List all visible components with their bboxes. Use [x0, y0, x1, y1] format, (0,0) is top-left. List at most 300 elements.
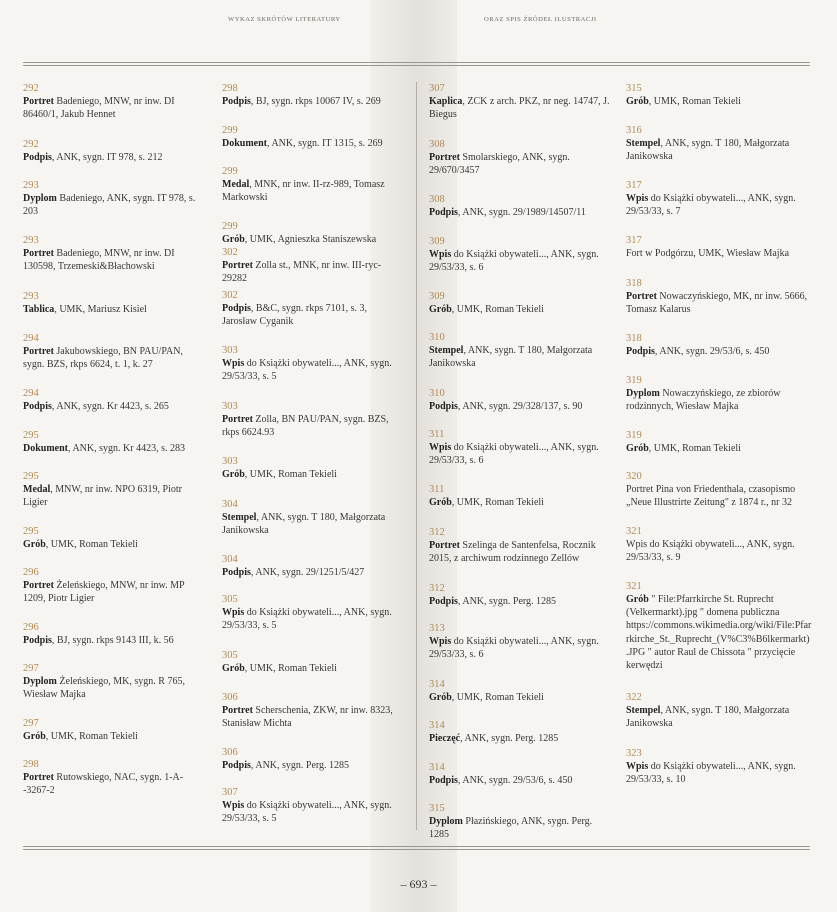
credit-text — [23, 400, 199, 413]
page-reference-number: 310 — [429, 388, 445, 399]
page-reference-number: 295 — [23, 471, 39, 482]
page-reference-number: 310 — [429, 332, 445, 343]
item-type-label: Dokument — [222, 138, 268, 149]
credit-text — [222, 468, 404, 481]
item-type-label: Podpis — [626, 346, 655, 357]
source-description: Żeleńskiego, MK, sygn. R 765, Wiesław Majka — [23, 676, 185, 701]
source-description: do Książki obywateli..., ANK, sygn. 29/53/33, s. 5 — [222, 800, 392, 825]
item-type-label: Portret — [429, 152, 460, 163]
item-type-label: Grób — [626, 594, 649, 605]
page-reference-number: 296 — [23, 622, 39, 633]
page-reference-number: 312 — [429, 583, 445, 594]
credit-text — [626, 345, 812, 358]
credit-entry — [23, 525, 199, 551]
item-type-label: Podpis — [23, 401, 52, 412]
source-description: , ANK, sygn. T 180, Małgorzata Janikowska — [626, 138, 790, 163]
credit-text — [23, 538, 199, 551]
credit-text — [626, 442, 812, 455]
page-reference-number: 292 — [23, 139, 39, 150]
item-type-label: Grób — [626, 443, 649, 454]
credit-entry — [429, 761, 613, 787]
source-description: , UMK, Roman Tekieli — [45, 539, 138, 550]
running-header-left: WYKAZ SKRÓTÓW LITERATURY — [228, 16, 341, 23]
item-type-label: Podpis — [222, 303, 251, 314]
page-reference-number: 303 — [222, 401, 238, 412]
item-type-label: Grób — [23, 539, 46, 550]
item-type-label: Portret — [626, 291, 657, 302]
source-description: " File:Pfarrkirche St. Ruprecht (Velkermarkt).jpg " domena publiczna https://commons.wikimedia.org/wiki/File:Pfarrkirche_St._Ruprecht_(V%C3%B6lkermarkt).JPG " autor Raul de Chissota " przycięcie kerwędzi — [626, 594, 812, 672]
item-type-label: Podpis — [222, 567, 251, 578]
credit-text — [23, 730, 199, 743]
item-type-label: Dyplom — [626, 388, 660, 399]
source-description: , UMK, Roman Tekieli — [244, 469, 337, 480]
credit-text — [23, 247, 199, 273]
item-type-label: Portret — [23, 248, 54, 259]
source-description: , ANK, sygn. T 180, Małgorzata Janikowska — [429, 345, 593, 370]
credit-text — [626, 538, 812, 564]
page-reference-number: 302 — [222, 290, 238, 301]
credit-text — [626, 593, 812, 672]
page-reference-number: 307 — [222, 787, 238, 798]
page-reference-number: 306 — [222, 692, 238, 703]
page-reference-number: 294 — [23, 388, 39, 399]
source-description: Smolarskiego, ANK, sygn. 29/670/3457 — [429, 152, 570, 177]
source-description: , UMK, Mariusz Kisiel — [54, 304, 147, 315]
credit-text — [429, 732, 613, 745]
credit-entry — [23, 332, 199, 371]
page-reference-number: 298 — [23, 759, 39, 770]
credit-text — [23, 151, 199, 164]
credit-entry — [626, 277, 812, 316]
page-reference-number: 299 — [222, 166, 238, 177]
source-description: Badeniego, MNW, nr inw. DI 130598, Trzemeski&Błachowski — [23, 248, 175, 273]
source-description: , ANK, sygn. Perg. 1285 — [250, 760, 350, 771]
source-description: , ANK, sygn. IT 1315, s. 269 — [267, 138, 383, 149]
source-description: do Książki obywateli..., ANK, sygn. 29/53/33, s. 6 — [429, 636, 599, 661]
page-reference-number: 314 — [429, 720, 445, 731]
page-reference-number: 294 — [23, 333, 39, 344]
top-double-rule — [23, 62, 810, 66]
source-description: , UMK, Agnieszka Staniszewska — [244, 234, 377, 245]
credit-entry — [626, 525, 812, 564]
page-reference-number: 304 — [222, 499, 238, 510]
credit-entry — [222, 82, 404, 108]
item-type-label: Grób — [23, 731, 46, 742]
source-description: , ANK, sygn. 29/53/6, s. 450 — [457, 775, 573, 786]
page-reference-number: 313 — [429, 623, 445, 634]
credit-entry — [23, 179, 199, 218]
credit-text — [222, 137, 404, 150]
item-type-label: Portret — [222, 260, 253, 271]
page-reference-number: 293 — [23, 291, 39, 302]
item-type-label: Podpis — [429, 775, 458, 786]
credit-entry — [23, 621, 199, 647]
credit-entry — [429, 290, 613, 316]
item-type-label: Medal — [23, 484, 51, 495]
page-number: – 693 – — [400, 877, 437, 891]
source-description: Wpis do Książki obywateli..., ANK, sygn. 29/53/33, s. 9 — [626, 539, 795, 564]
credit-text — [23, 192, 199, 218]
credit-entry — [23, 758, 199, 797]
credit-text — [23, 442, 199, 455]
credit-entry — [429, 82, 613, 121]
item-type-label: Medal — [222, 179, 250, 190]
credit-entry — [222, 400, 404, 439]
credit-entry — [626, 747, 812, 786]
item-type-label: Podpis — [222, 96, 251, 107]
item-type-label: Portret — [23, 772, 54, 783]
credit-entry — [429, 428, 613, 467]
source-description: , ANK, sygn. Perg. 1285 — [460, 733, 559, 744]
item-type-label: Stempel — [626, 138, 661, 149]
item-type-label: Wpis — [222, 358, 245, 369]
source-description: , UMK, Roman Tekieli — [45, 731, 138, 742]
credit-entry — [429, 331, 613, 370]
bottom-double-rule — [23, 846, 810, 850]
credit-text — [429, 595, 613, 608]
page-reference-number: 297 — [23, 718, 39, 729]
credit-text — [222, 178, 404, 204]
credit-text — [429, 400, 613, 413]
credit-text — [429, 539, 613, 565]
page-reference-number: 295 — [23, 526, 39, 537]
credit-text — [626, 192, 812, 218]
credit-text — [626, 483, 812, 509]
credit-text — [23, 675, 199, 701]
credit-text — [222, 606, 404, 632]
credit-text — [222, 704, 404, 730]
page-reference-number: 314 — [429, 679, 445, 690]
page-reference-number: 303 — [222, 345, 238, 356]
source-description: do Książki obywateli..., ANK, sygn. 29/53/33, s. 7 — [626, 193, 796, 218]
source-description: do Książki obywateli..., ANK, sygn. 29/53/33, s. 5 — [222, 358, 392, 383]
source-description: , MNK, nr inw. II-rz-989, Tomasz Markowski — [222, 179, 385, 204]
source-description: Zolla, BN PAU/PAN, sygn. BZS, rkps 6624.93 — [222, 414, 389, 439]
credit-text — [429, 344, 613, 370]
credit-entry — [222, 124, 404, 150]
credit-entry — [222, 344, 404, 383]
source-description: , ANK, sygn. Perg. 1285 — [457, 596, 557, 607]
page-reference-number: 299 — [222, 221, 238, 232]
source-description: , ZCK z arch. PKZ, nr neg. 14747, J. Biegus — [429, 96, 610, 121]
page-reference-number: 302 — [222, 247, 238, 258]
credit-entry — [626, 82, 812, 108]
credit-entry — [429, 719, 613, 745]
page-reference-number: 293 — [23, 180, 39, 191]
credit-entry — [23, 234, 199, 273]
page-reference-number: 308 — [429, 139, 445, 150]
page-reference-number: 319 — [626, 430, 642, 441]
source-description: do Książki obywateli..., ANK, sygn. 29/53/33, s. 6 — [429, 442, 599, 467]
credit-entry — [222, 786, 404, 825]
source-description: Nowaczyńskiego, MK, nr inw. 5666, Tomasz Kalarus — [626, 291, 808, 316]
credit-entry — [23, 429, 199, 455]
item-type-label: Grób — [222, 663, 245, 674]
credit-text — [626, 247, 812, 260]
credit-text — [626, 95, 812, 108]
source-description: Fort w Podgórzu, UMK, Wiesław Majka — [626, 248, 790, 259]
source-description: , ANK, sygn. IT 978, s. 212 — [51, 152, 163, 163]
page-reference-number: 295 — [23, 430, 39, 441]
credit-text — [23, 303, 199, 316]
page-reference-number: 321 — [626, 581, 642, 592]
item-type-label: Wpis — [222, 607, 245, 618]
source-description: Rutowskiego, NAC, sygn. 1-A--3267-2 — [23, 772, 184, 797]
source-description: , ANK, sygn. Kr 4423, s. 265 — [51, 401, 169, 412]
page-reference-number: 318 — [626, 333, 642, 344]
credit-entry — [626, 332, 812, 358]
credit-entry — [222, 220, 404, 246]
running-header-right: ORAZ SPIS ŹRÓDEŁ ILUSTRACJI — [484, 16, 597, 23]
item-type-label: Podpis — [429, 401, 458, 412]
credit-text — [429, 496, 613, 509]
source-description: Zolla st., MNK, nr inw. III-ryc-29282 — [222, 260, 382, 285]
page-reference-number: 317 — [626, 235, 642, 246]
item-type-label: Dyplom — [23, 193, 57, 204]
item-type-label: Portret — [23, 580, 54, 591]
page-reference-number: 322 — [626, 692, 642, 703]
item-type-label: Podpis — [23, 152, 52, 163]
credit-entry — [222, 553, 404, 579]
page-reference-number: 320 — [626, 471, 642, 482]
source-description: Żeleńskiego, MNW, nr inw. MP 1209, Piotr Ligier — [23, 580, 185, 605]
credit-text — [429, 303, 613, 316]
item-type-label: Podpis — [222, 760, 251, 771]
credit-text — [429, 635, 613, 661]
credit-text — [222, 259, 404, 285]
credit-text — [23, 579, 199, 605]
item-type-label: Grób — [222, 234, 245, 245]
source-description: , ANK, sygn. Kr 4423, s. 283 — [68, 443, 185, 454]
item-type-label: Wpis — [626, 193, 649, 204]
credit-entry — [23, 566, 199, 605]
item-type-label: Wpis — [222, 800, 245, 811]
source-description: Badeniego, MNW, nr inw. DI 86460/1, Jakub Hennet — [23, 96, 175, 121]
credit-text — [429, 774, 613, 787]
page-reference-number: 297 — [23, 663, 39, 674]
credit-text — [222, 566, 404, 579]
credit-entry — [222, 289, 404, 328]
credit-entry — [222, 691, 404, 730]
source-description: , ANK, sygn. T 180, Małgorzata Janikowska — [626, 705, 790, 730]
source-description: Nowaczyńskiego, ze zbiorów rodzinnych, Wiesław Majka — [626, 388, 781, 413]
credit-entry — [222, 498, 404, 537]
credit-entry — [222, 746, 404, 772]
source-description: , MNW, nr inw. NPO 6319, Piotr Ligier — [23, 484, 182, 509]
page-reference-number: 309 — [429, 236, 445, 247]
page-reference-number: 319 — [626, 375, 642, 386]
page-reference-number: 306 — [222, 747, 238, 758]
credit-text — [429, 95, 613, 121]
page-reference-number: 318 — [626, 278, 642, 289]
item-type-label: Pieczęć — [429, 733, 461, 744]
source-description: Portret Pina von Friedenthala, czasopismo „Neue Illustrirte Zeitung" z 1874 r., nr 32 — [626, 484, 796, 509]
credit-entry — [626, 470, 812, 509]
page-reference-number: 296 — [23, 567, 39, 578]
source-description: , UMK, Roman Tekieli — [451, 304, 544, 315]
credit-entry — [23, 82, 199, 121]
credit-entry — [626, 124, 812, 163]
credit-entry — [23, 387, 199, 413]
credit-text — [626, 760, 812, 786]
page-reference-number: 312 — [429, 527, 445, 538]
credit-entry — [429, 193, 613, 219]
credit-entry — [429, 622, 613, 661]
credit-entry — [429, 483, 613, 509]
credit-text — [222, 759, 404, 772]
source-description: , UMK, Roman Tekieli — [451, 692, 544, 703]
page-reference-number: 314 — [429, 762, 445, 773]
page-reference-number: 305 — [222, 594, 238, 605]
item-type-label: Portret — [222, 414, 253, 425]
item-type-label: Portret — [23, 96, 54, 107]
source-description: , UMK, Roman Tekieli — [648, 443, 741, 454]
page-reference-number: 304 — [222, 554, 238, 565]
credit-text — [429, 248, 613, 274]
source-description: , BJ, sygn. rkps 9143 III, k. 56 — [51, 635, 174, 646]
page-reference-number: 308 — [429, 194, 445, 205]
item-type-label: Portret — [429, 540, 460, 551]
item-type-label: Grób — [222, 469, 245, 480]
page-reference-number: 305 — [222, 650, 238, 661]
item-type-label: Wpis — [626, 761, 649, 772]
column-divider — [416, 82, 417, 830]
credit-text — [626, 137, 812, 163]
item-type-label: Dyplom — [23, 676, 57, 687]
credit-entry — [429, 235, 613, 274]
credit-text — [222, 233, 404, 246]
page-reference-number: 309 — [429, 291, 445, 302]
source-description: do Książki obywateli..., ANK, sygn. 29/53/33, s. 6 — [429, 249, 599, 274]
credit-text — [23, 771, 199, 797]
item-type-label: Wpis — [429, 442, 452, 453]
credit-text — [429, 206, 613, 219]
page-reference-number: 323 — [626, 748, 642, 759]
credit-text — [23, 345, 199, 371]
page-reference-number: 292 — [23, 83, 39, 94]
item-type-label: Portret — [23, 346, 54, 357]
source-description: , ANK, sygn. T 180, Małgorzata Janikowska — [222, 512, 386, 537]
source-description: , B&C, sygn. rkps 7101, s. 3, Jarosław Cyganik — [222, 303, 368, 328]
source-description: Jakubowskiego, BN PAU/PAN, sygn. BZS, rkps 6624, t. 1, k. 27 — [23, 346, 183, 371]
credit-entry — [222, 165, 404, 204]
source-description: Scherscheniа, ZKW, nr inw. 8323, Stanisław Michta — [222, 705, 393, 730]
credit-text — [222, 511, 404, 537]
credit-entry — [23, 290, 199, 316]
credit-entry — [429, 802, 613, 841]
credit-entry — [23, 138, 199, 164]
credit-text — [23, 483, 199, 509]
credit-text — [222, 95, 404, 108]
credit-entry — [429, 387, 613, 413]
credit-text — [23, 634, 199, 647]
page-reference-number: 321 — [626, 526, 642, 537]
item-type-label: Wpis — [429, 249, 452, 260]
credit-entry — [23, 470, 199, 509]
credit-entry — [626, 234, 812, 260]
credit-entry — [429, 138, 613, 177]
page-reference-number: 298 — [222, 83, 238, 94]
item-type-label: Grób — [626, 96, 649, 107]
credit-entry — [626, 374, 812, 413]
item-type-label: Stempel — [429, 345, 464, 356]
source-description: , UMK, Roman Tekieli — [244, 663, 337, 674]
credit-entry — [23, 717, 199, 743]
credit-text — [222, 662, 404, 675]
page-reference-number: 315 — [626, 83, 642, 94]
page-reference-number: 299 — [222, 125, 238, 136]
credit-entry — [626, 429, 812, 455]
item-type-label: Stempel — [626, 705, 661, 716]
credit-entry — [222, 593, 404, 632]
item-type-label: Dyplom — [429, 816, 463, 827]
item-type-label: Stempel — [222, 512, 257, 523]
source-description: , ANK, sygn. 29/328/137, s. 90 — [457, 401, 583, 412]
credit-text — [222, 413, 404, 439]
item-type-label: Grób — [429, 497, 452, 508]
item-type-label: Wpis — [429, 636, 452, 647]
credit-text — [626, 704, 812, 730]
credit-entry — [222, 246, 404, 285]
credit-entry — [222, 649, 404, 675]
page-reference-number: 315 — [429, 803, 445, 814]
source-description: , UMK, Roman Tekieli — [648, 96, 741, 107]
credit-entry — [626, 580, 812, 672]
source-description: , ANK, sygn. 29/1989/14507/11 — [457, 207, 586, 218]
credit-entry — [429, 582, 613, 608]
item-type-label: Grób — [429, 304, 452, 315]
item-type-label: Grób — [429, 692, 452, 703]
credit-entry — [626, 691, 812, 730]
credit-text — [429, 151, 613, 177]
item-type-label: Dokument — [23, 443, 69, 454]
item-type-label: Tablica — [23, 304, 55, 315]
item-type-label: Podpis — [429, 207, 458, 218]
item-type-label: Portret — [222, 705, 253, 716]
source-description: Płazińskiego, ANK, sygn. Perg. 1285 — [429, 816, 593, 841]
credit-text — [222, 302, 404, 328]
item-type-label: Podpis — [429, 596, 458, 607]
page-reference-number: 293 — [23, 235, 39, 246]
page-reference-number: 307 — [429, 83, 445, 94]
source-description: , UMK, Roman Tekieli — [451, 497, 544, 508]
item-type-label: Podpis — [23, 635, 52, 646]
credit-text — [23, 95, 199, 121]
credit-text — [429, 815, 613, 841]
page-reference-number: 316 — [626, 125, 642, 136]
credit-entry — [222, 455, 404, 481]
credit-entry — [23, 662, 199, 701]
credit-text — [222, 357, 404, 383]
source-description: Szelinga de Santenfelsa, Rocznik 2015, z archiwum rodzinnego Zellów — [429, 540, 596, 565]
credit-text — [429, 691, 613, 704]
source-description: , ANK, sygn. 29/1251/5/427 — [250, 567, 365, 578]
credit-text — [626, 290, 812, 316]
source-description: , BJ, sygn. rkps 10067 IV, s. 269 — [250, 96, 381, 107]
credit-text — [222, 799, 404, 825]
source-description: Badeniego, ANK, sygn. IT 978, s. 203 — [23, 193, 196, 218]
credit-entry — [429, 678, 613, 704]
credit-entry — [429, 526, 613, 565]
credit-text — [429, 441, 613, 467]
page-reference-number: 311 — [429, 429, 445, 440]
credit-entry — [626, 179, 812, 218]
source-description: , ANK, sygn. 29/53/6, s. 450 — [654, 346, 770, 357]
page-reference-number: 317 — [626, 180, 642, 191]
source-description: do Książki obywateli..., ANK, sygn. 29/53/33, s. 10 — [626, 761, 796, 786]
source-description: do Książki obywateli..., ANK, sygn. 29/53/33, s. 5 — [222, 607, 392, 632]
item-type-label: Kaplica — [429, 96, 463, 107]
